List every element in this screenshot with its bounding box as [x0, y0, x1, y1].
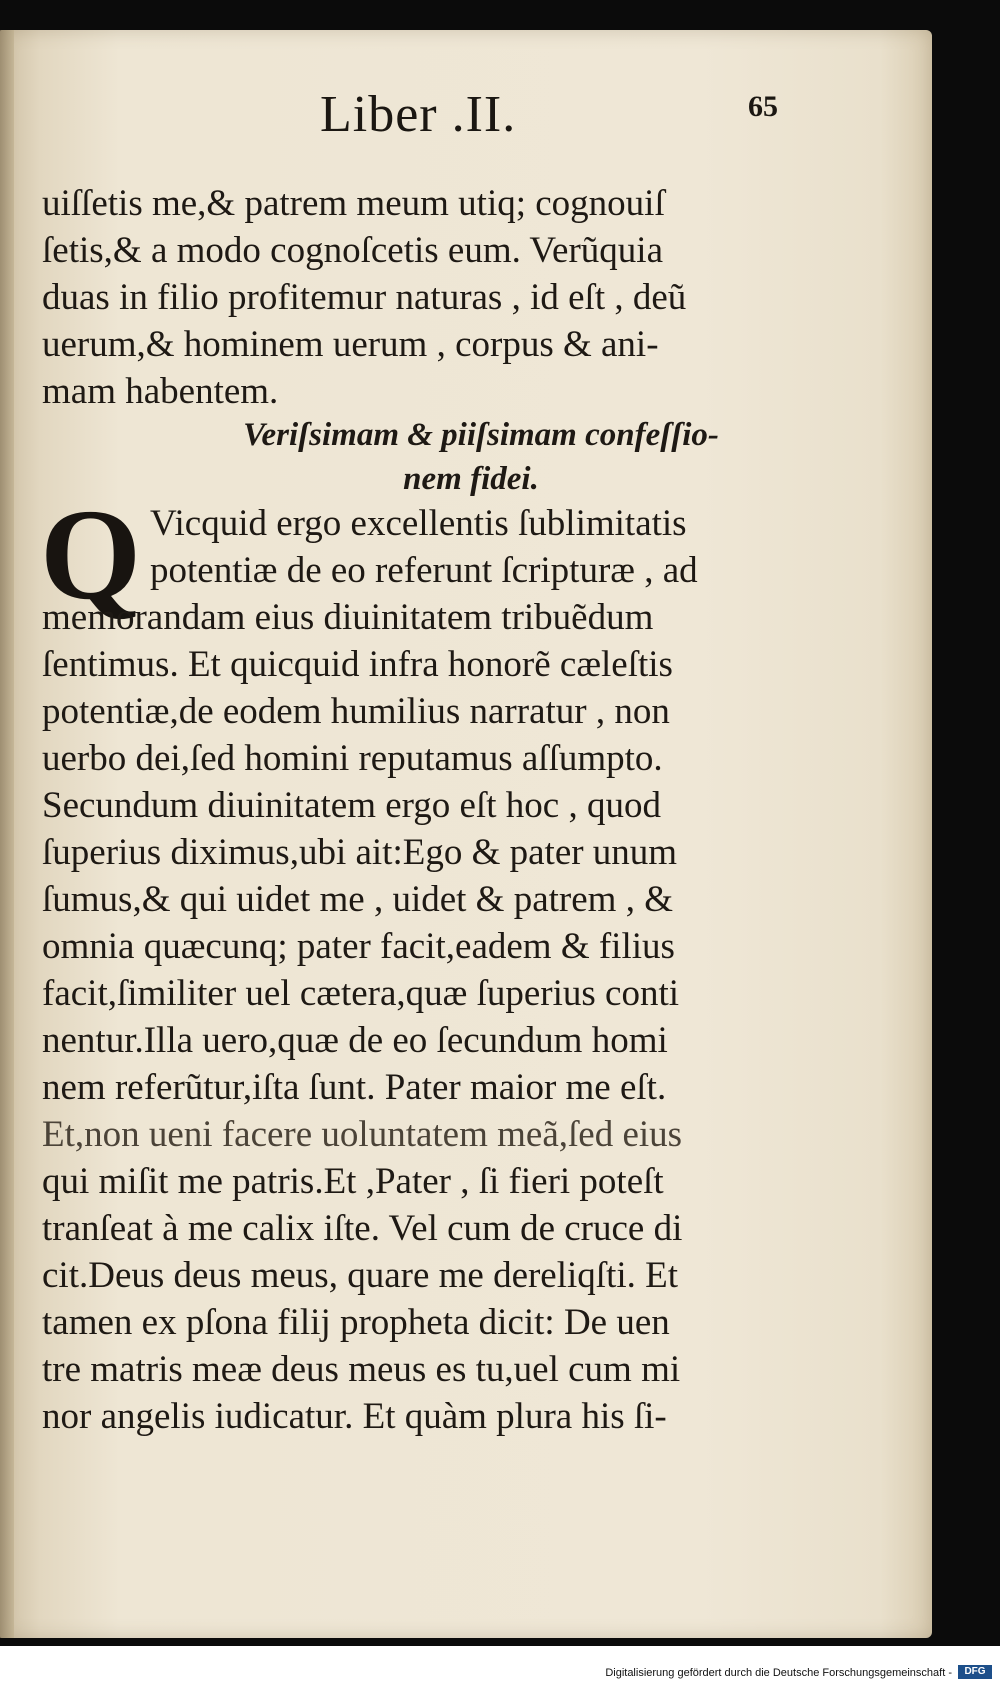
heading-line: Veriſsimam & piiſsimam confeſſio-	[243, 417, 719, 453]
text-line: uerum,& hominem uerum , corpus & ani-	[42, 324, 659, 365]
text-line: memorandam eius diuinitatem tribuẽdum	[42, 597, 654, 638]
text-line: Secundum diuinitatem ergo eſt hoc , quod	[42, 785, 661, 826]
text-line: tranſeat à me calix iſte. Vel cum de cruce di	[42, 1208, 683, 1249]
dfg-logo-icon: DFG	[958, 1665, 992, 1679]
text-line: uerbo dei,ſed homini reputamus aſſumpto.	[42, 738, 663, 779]
text-line: uiſſetis me,& patrem meum utiq; cognouiſ	[42, 183, 665, 224]
text-line: tre matris meæ deus meus es tu,uel cum mi	[42, 1349, 681, 1390]
text-line: nem referũtur,iſta ſunt. Pater maior me eſt.	[42, 1067, 667, 1108]
text-line: Vicquid ergo excellentis ſublimitatis	[150, 503, 687, 544]
text-line: nentur.Illa uero,quæ de eo ſecundum homi	[42, 1020, 668, 1061]
text-line: facit,ſimiliter uel cætera,quæ ſuperius conti	[42, 973, 680, 1014]
text-line: qui miſit me patris.Et ,Pater , ſi fieri poteſt	[42, 1161, 664, 1202]
paragraph-opening	[150, 500, 800, 594]
paragraph-continued	[42, 180, 802, 415]
text-line: potentiæ de eo referunt ſcripturæ , ad	[150, 550, 698, 591]
heading-line: nem fidei.	[403, 461, 539, 497]
text-line: mam habentem.	[42, 371, 279, 412]
text-line: ſuperius diximus,ubi ait:Ego & pater unum	[42, 832, 678, 873]
paragraph-body	[42, 594, 802, 1440]
drop-capital: Q	[40, 483, 142, 627]
page-number: 65	[748, 90, 778, 123]
text-line: tamen ex pſona filij propheta dicit: De uen	[42, 1302, 670, 1343]
book-page	[0, 30, 932, 1638]
text-line: Et,non ueni facere uoluntatem meã,ſed eius	[42, 1114, 683, 1155]
digitization-credit: Digitalisierung gefördert durch die Deutsche Forschungsgemeinschaft -	[605, 1667, 952, 1679]
text-line: cit.Deus deus meus, quare me dereliqſti. Et	[42, 1255, 679, 1296]
text-line: omnia quæcunq; pater facit,eadem & filius	[42, 926, 675, 967]
running-head: Liber .II.	[320, 86, 517, 143]
text-line: ſumus,& qui uidet me , uidet & patrem , &	[42, 879, 673, 920]
text-line: duas in filio profitemur naturas , id eſt , deũ	[42, 277, 687, 318]
text-line: ſentimus. Et quicquid infra honorẽ cæleſtis	[42, 644, 673, 685]
text-line: potentiæ,de eodem humilius narratur , non	[42, 691, 670, 732]
text-line: ſetis,& a modo cognoſcetis eum. Verũquia	[42, 230, 663, 271]
text-line: nor angelis iudicatur. Et quàm plura his ſi-	[42, 1396, 667, 1437]
